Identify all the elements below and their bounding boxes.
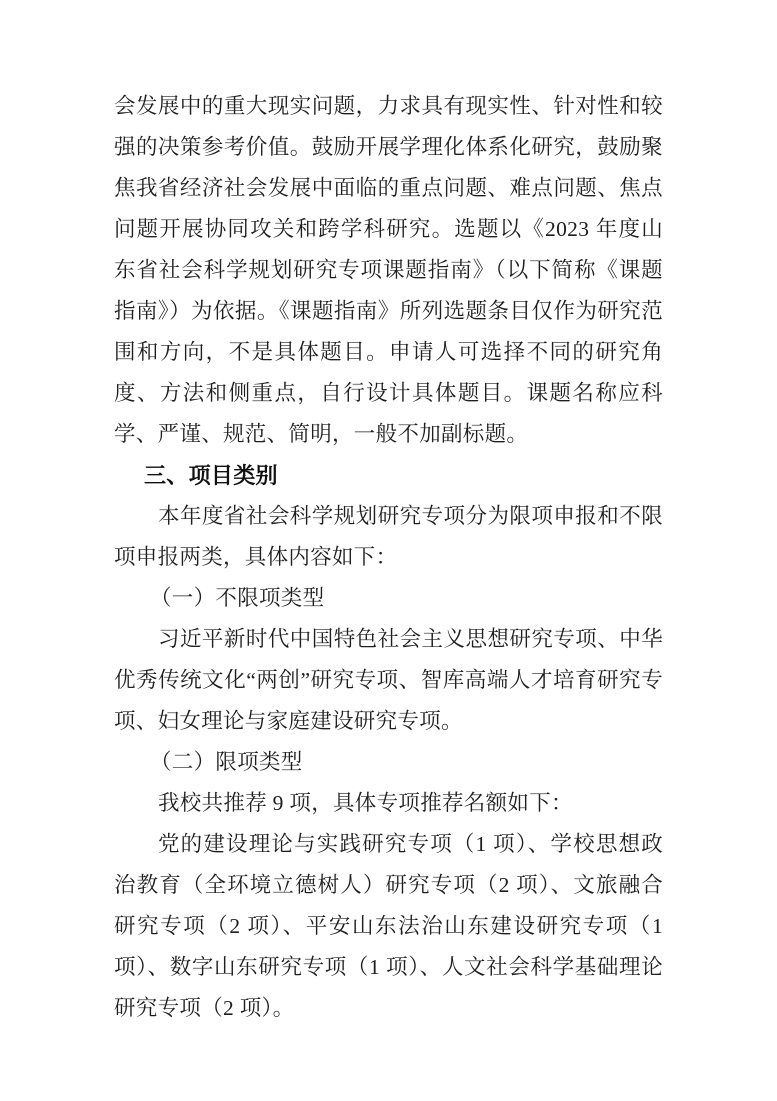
subheading-limited-type: （二）限项类型 xyxy=(150,750,303,774)
paragraph-continuation-project-scope: 会发展中的重大现实问题，力求具有现实性、针对性和较强的决策参考价值。鼓励开展学理化体系化研究，鼓励聚焦我省经济社会发展中面临的重点问题、难点问题、焦点问题开展协同攻关和跨学科研究。选题以《2023 年度山东省社会科学规划研究专项课题指南》（以下简称《课题指南》）为依据。《课题指南》所列选题条目仅作为研究范围和方向，不是具体题目。申请人可选择不同的研究角度、方法和侧重点，自行设计具体题目。课题名称应科学、严谨、规范、简明，一般不加副标题。 xyxy=(114,94,663,446)
subheading-unlimited-type: （一）不限项类型 xyxy=(150,586,325,610)
paragraph-recommendation-count: 我校共推荐 9 项，具体专项推荐名额如下： xyxy=(158,791,573,815)
paragraph-limited-type-quota-list: 党的建设理论与实践研究专项（1 项）、学校思想政治教育（全环境立德树人）研究专项（2 项）、文旅融合研究专项（2 项）、平安山东法治山东建设研究专项（1 项）、数字山东研究专项（1 项）、人文社会科学基础理论研究专项（2 项）。 xyxy=(114,832,663,1020)
section-heading-project-categories: 三、项目类别 xyxy=(144,463,278,488)
paragraph-category-overview: 本年度省社会科学规划研究专项分为限项申报和不限项申报两类，具体内容如下： xyxy=(114,504,663,569)
paragraph-unlimited-type-list: 习近平新时代中国特色社会主义思想研究专项、中华优秀传统文化“两创”研究专项、智库高端人才培育研究专项、妇女理论与家庭建设研究专项。 xyxy=(114,627,663,733)
